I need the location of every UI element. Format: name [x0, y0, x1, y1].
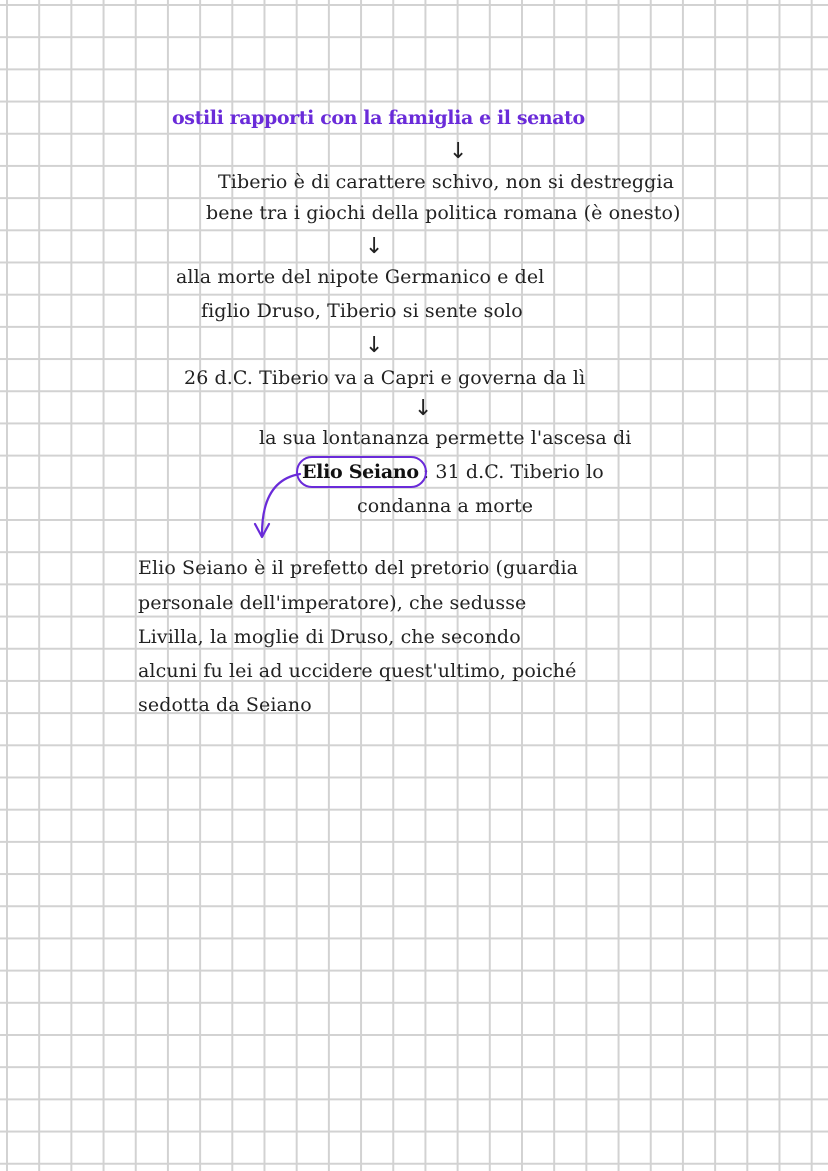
note-line-5: sedotta da Seiano — [138, 694, 312, 716]
highlighted-name-text: Elio Seiano — [302, 461, 419, 483]
note-line-2: personale dell'imperatore), che sedusse — [138, 592, 527, 614]
highlighted-name — [298, 460, 423, 484]
flow-step-1-line-2: bene tra i giochi della politica romana (è onesto) — [206, 202, 681, 224]
note-line-4: alcuni fu lei ad uccidere quest'ultimo, poiché — [138, 660, 577, 682]
flow-step-4-line-2-rest: : 31 d.C. Tiberio lo — [422, 461, 604, 483]
note-line-3: Livilla, la moglie di Druso, che secondo — [138, 626, 521, 648]
down-arrow-icon: ↓ — [449, 139, 468, 164]
flow-step-4-line-3: condanna a morte — [357, 495, 534, 517]
page-heading: ostili rapporti con la famiglia e il senato — [172, 107, 585, 129]
flow-step-4-line-1: la sua lontananza permette l'ascesa di — [259, 427, 632, 449]
down-arrow-icon: ↓ — [365, 234, 384, 259]
flow-step-4-line-2 — [298, 460, 604, 484]
flow-step-3-line-1: 26 d.C. Tiberio va a Capri e governa da lì — [184, 367, 586, 389]
note-line-1: Elio Seiano è il prefetto del pretorio (guardia — [138, 557, 579, 579]
flow-step-2-line-1: alla morte del nipote Germanico e del — [176, 266, 545, 288]
down-arrow-icon: ↓ — [414, 396, 433, 421]
flow-step-2-line-2: figlio Druso, Tiberio si sente solo — [201, 300, 523, 322]
flow-step-1-line-1: Tiberio è di carattere schivo, non si destreggia — [218, 171, 675, 193]
down-arrow-icon: ↓ — [365, 333, 384, 358]
